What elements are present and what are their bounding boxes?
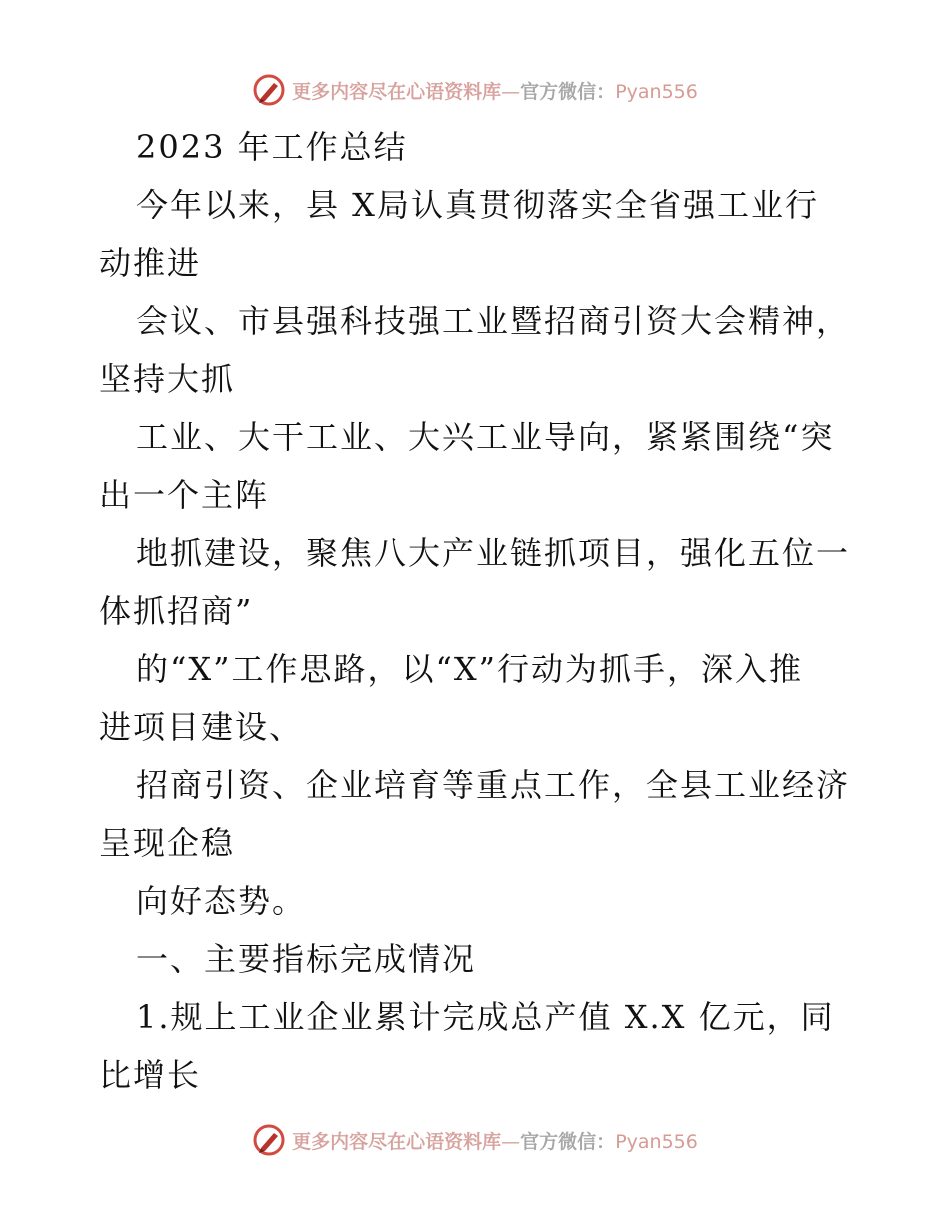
doc-line: 会议、市县强科技强工业暨招商引资大会精神， [136,302,851,340]
red-pen-circle-logo-icon [252,1123,286,1157]
doc-line: 进项目建设、 [99,708,304,746]
watermark-dash: — [501,1130,521,1153]
doc-line: 出一个主阵 [99,476,270,514]
document-body [99,118,859,1104]
watermark-official-label: 官方微信： [520,80,616,103]
doc-title: 2023 年工作总结 [136,128,408,166]
doc-line: 1.规上工业企业累计完成总产值 X.X 亿元，同 [136,998,835,1036]
watermark-wechat-id: Pyan556 [615,1130,698,1153]
doc-line: 体抓招商” [99,592,254,630]
doc-line: 坚持大抓 [99,360,236,398]
watermark-dash: — [501,80,521,103]
section-heading: 一、主要指标完成情况 [136,940,477,978]
watermark-official-label: 官方微信： [520,1130,616,1153]
doc-line: 今年以来，县 X局认真贯彻落实全省强工业行 [136,186,819,224]
doc-line: 比增长 [99,1056,202,1094]
doc-line: 动推进 [99,244,202,282]
doc-line: 工业、大干工业、大兴工业导向，紧紧围绕“突 [136,418,835,456]
watermark-text [292,1127,698,1154]
red-pen-circle-logo-icon [252,73,286,107]
doc-line: 地抓建设，聚焦八大产业链抓项目，强化五位一 [136,534,851,572]
doc-line: 的“X”工作思路，以“X”行动为抓手，深入推 [136,650,804,688]
header-watermark-banner [0,70,950,110]
watermark-wechat-id: Pyan556 [615,80,698,103]
footer-watermark-banner [0,1120,950,1160]
doc-line: 向好态势。 [136,882,307,920]
watermark-cn-text: 更多内容尽在心语资料库 [292,80,502,103]
doc-line: 招商引资、企业培育等重点工作，全县工业经济 [136,766,851,804]
watermark-text [292,77,698,104]
doc-line: 呈现企稳 [99,824,236,862]
watermark-cn-text: 更多内容尽在心语资料库 [292,1130,502,1153]
